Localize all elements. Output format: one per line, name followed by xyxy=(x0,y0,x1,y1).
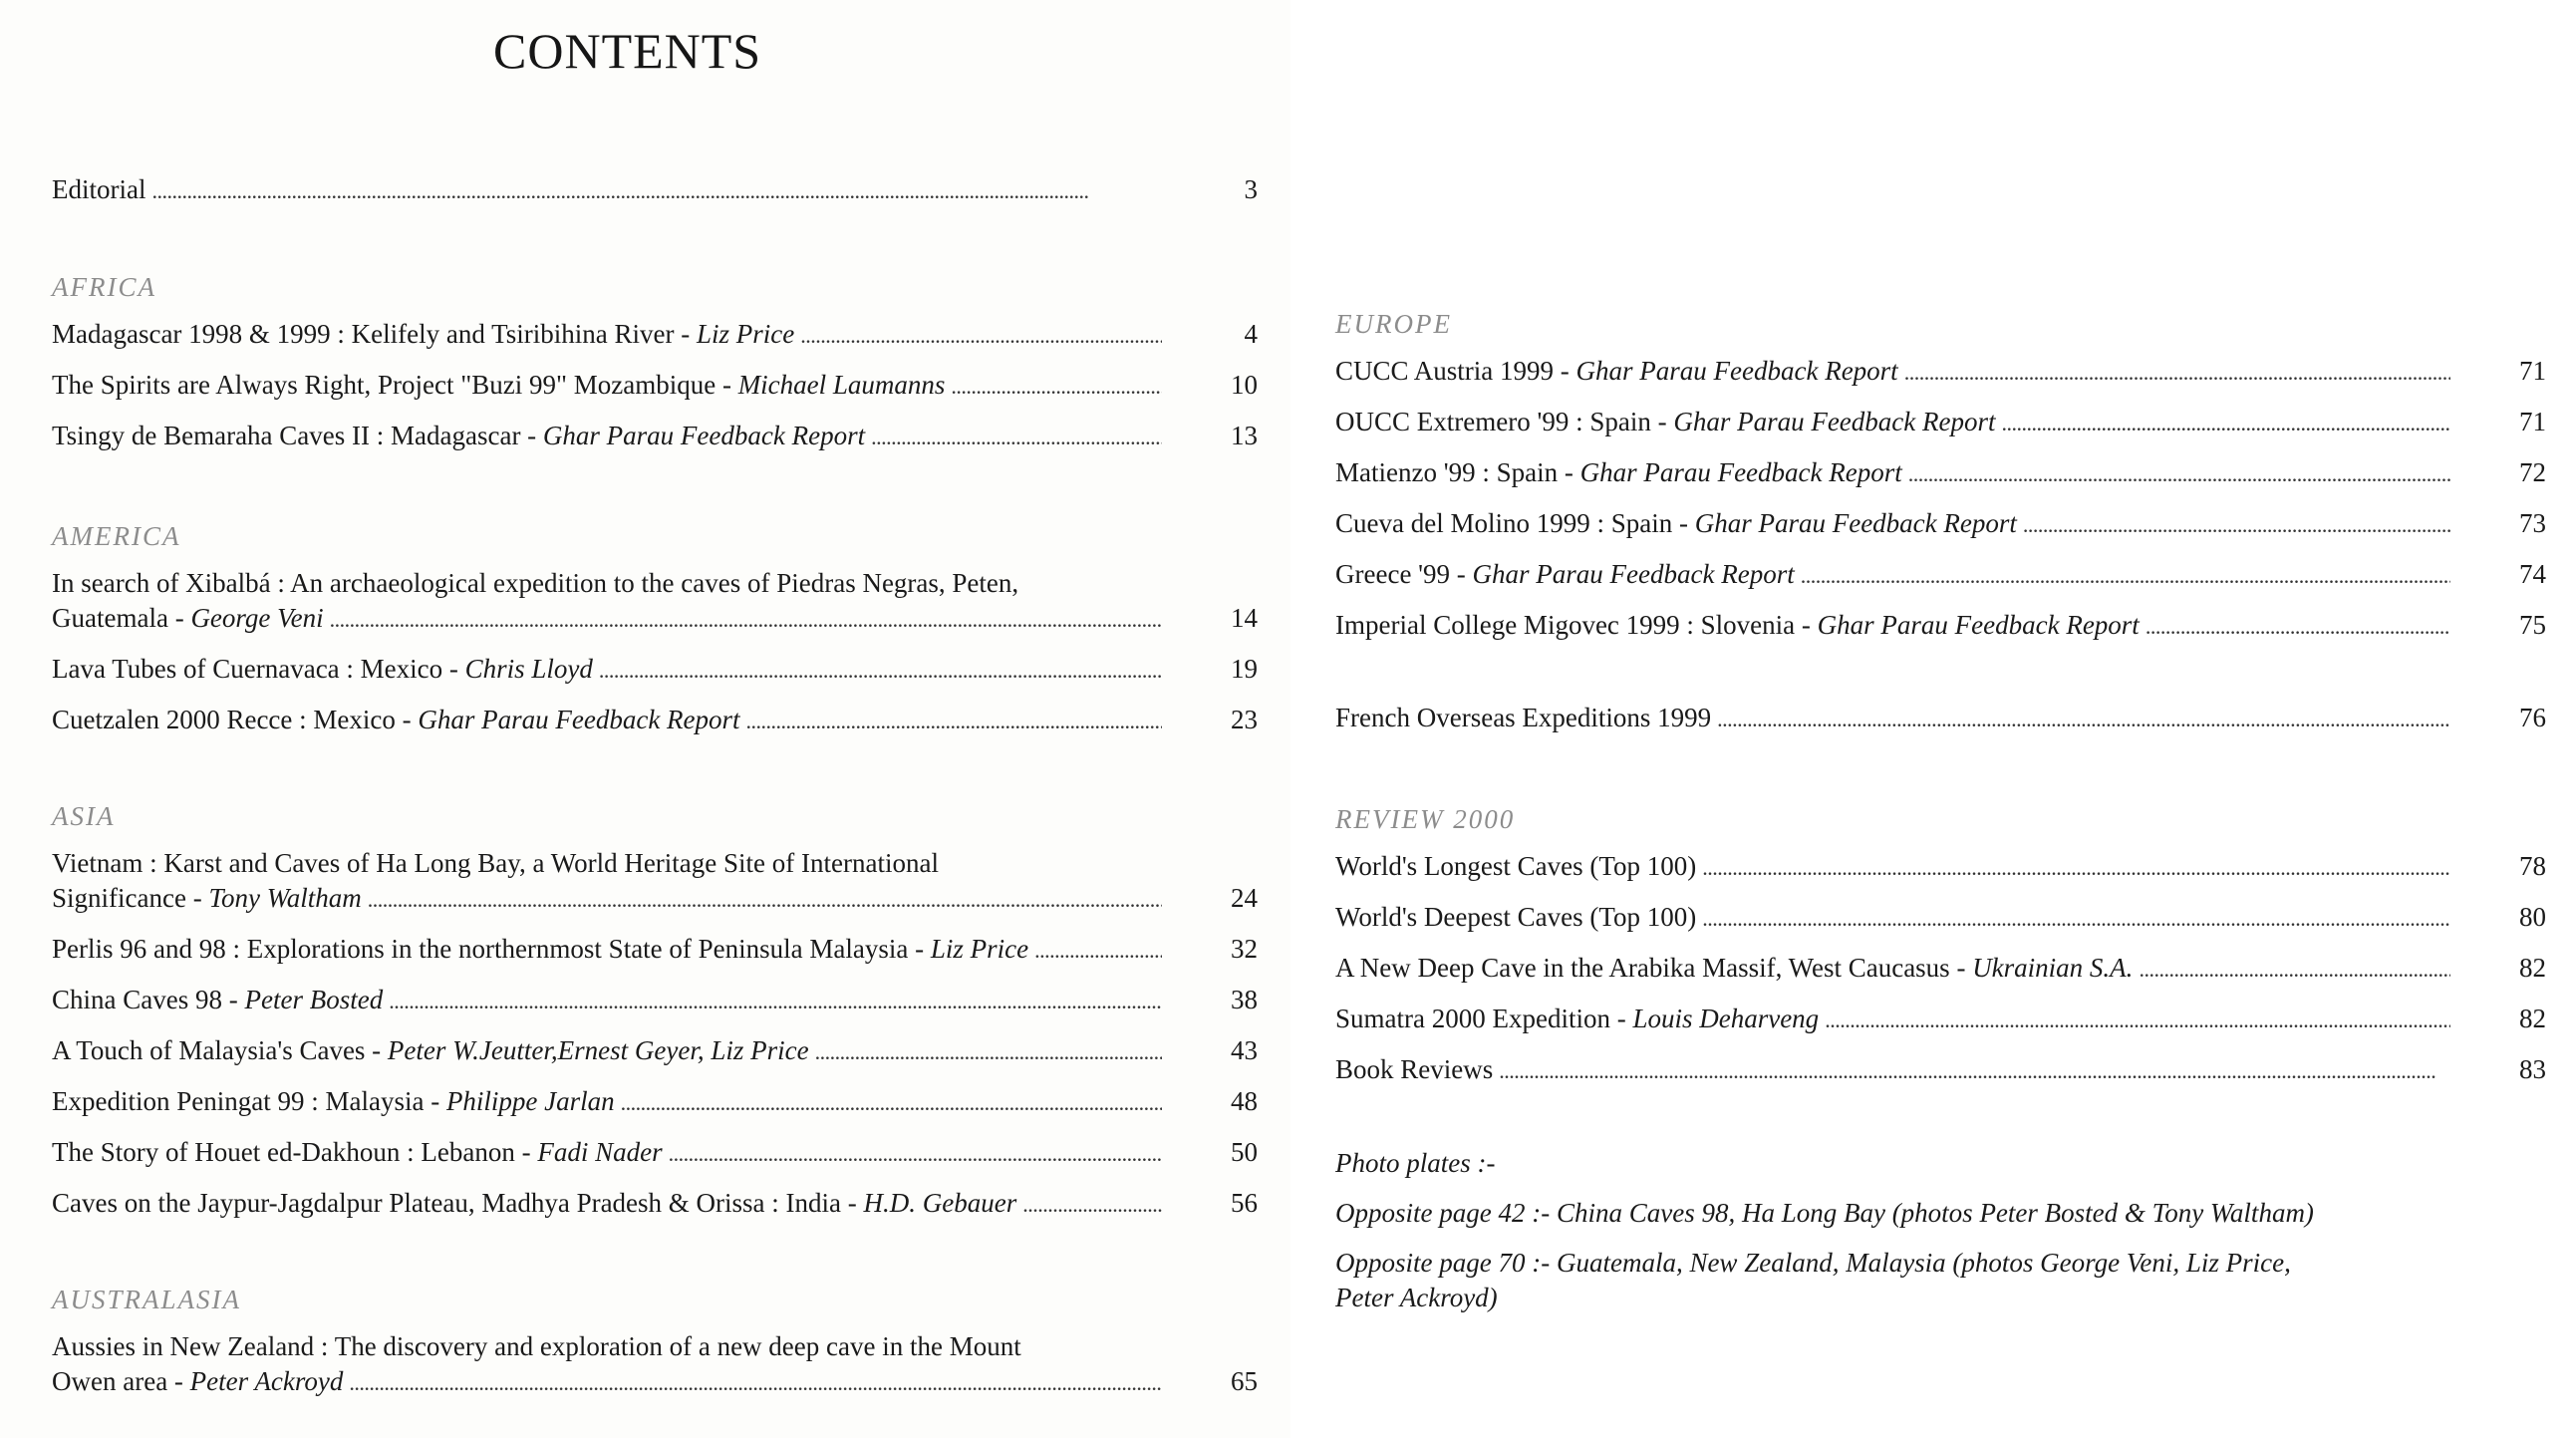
page-number: 24 xyxy=(1231,883,1258,913)
dot-leader xyxy=(1702,901,2450,936)
entry-author: Peter Bosted xyxy=(244,985,384,1014)
toc-entry xyxy=(1335,1052,2546,1088)
toc-entry xyxy=(1335,506,2546,542)
toc-entry xyxy=(1335,849,2546,885)
page-number: 3 xyxy=(1244,174,1258,204)
entry-title: A New Deep Cave in the Arabika Massif, West Caucasus - xyxy=(1335,953,1973,983)
entry-author: Ghar Parau Feedback Report xyxy=(1575,356,1898,386)
page-number: 23 xyxy=(1231,705,1258,734)
entry-title-line: Aussies in New Zealand : The discovery and exploration of a new deep cave in the Mount xyxy=(52,1331,1021,1361)
entry-title: CUCC Austria 1999 - xyxy=(1335,356,1576,386)
toc-entry xyxy=(52,566,1258,637)
photo-plate-entry: Opposite page 42 :- China Caves 98, Ha Long Bay (photos Peter Bosted & Tony Waltham) xyxy=(1335,1198,2314,1228)
toc-entry xyxy=(1335,354,2546,390)
page-number: 80 xyxy=(2519,902,2546,932)
photo-plate-entry xyxy=(1335,1246,2531,1315)
entry-title: Tsingy de Bemaraha Caves II : Madagascar - xyxy=(52,421,543,450)
page-title: CONTENTS xyxy=(493,23,762,79)
dot-leader xyxy=(2023,507,2450,542)
toc-entry xyxy=(52,368,1258,404)
entry-author: H.D. Gebauer xyxy=(863,1188,1017,1218)
entry-title: World's Deepest Caves (Top 100) xyxy=(1335,902,1697,932)
editorial-entry xyxy=(52,172,1258,223)
dot-leader xyxy=(815,1034,1162,1069)
entry-author: Tony Waltham xyxy=(208,883,362,913)
dot-leader xyxy=(2139,952,2450,987)
dot-leader xyxy=(1702,850,2450,885)
entry-title-line: Vietnam : Karst and Caves of Ha Long Bay, a World Heritage Site of International xyxy=(52,848,939,878)
dot-leader xyxy=(349,1365,1162,1400)
toc-entry xyxy=(52,1033,1258,1069)
section-header: ASIA xyxy=(52,801,116,831)
photo-plate-line: Peter Ackroyd) xyxy=(1335,1283,1498,1312)
entry-title: The Story of Houet ed-Dakhoun : Lebanon - xyxy=(52,1137,538,1167)
toc-entry xyxy=(52,1329,1258,1400)
entry-title: Madagascar 1998 & 1999 : Kelifely and Tsiribihina River - xyxy=(52,319,697,349)
entry-author: Liz Price xyxy=(696,319,795,349)
dot-leader xyxy=(1499,1053,2450,1088)
french-entry xyxy=(1335,701,2546,751)
dot-leader xyxy=(1801,558,2450,593)
section-australasia xyxy=(52,1284,1258,1415)
dot-leader xyxy=(2146,609,2450,644)
entry-author: Ukrainian S.A. xyxy=(1972,953,2134,983)
toc-entry xyxy=(52,1135,1258,1171)
section-europe xyxy=(1335,308,2546,659)
entry-author: Liz Price xyxy=(930,934,1029,964)
dot-leader xyxy=(389,984,1162,1018)
toc-entry xyxy=(1335,608,2546,644)
toc-entry xyxy=(1335,1002,2546,1037)
page-number: 82 xyxy=(2519,953,2546,983)
section-header: AMERICA xyxy=(52,521,181,551)
page-number: 38 xyxy=(1231,985,1258,1014)
entry-author: George Veni xyxy=(190,603,324,633)
page-number: 19 xyxy=(1231,654,1258,684)
dot-leader xyxy=(599,653,1162,688)
entry-title: Caves on the Jaypur-Jagdalpur Plateau, Madhya Pradesh & Orissa : India - xyxy=(52,1188,864,1218)
dot-leader xyxy=(1825,1003,2450,1037)
photo-plate-line: Opposite page 70 :- Guatemala, New Zealand, Malaysia (photos George Veni, Liz Price, xyxy=(1335,1248,2291,1278)
page-number: 73 xyxy=(2519,508,2546,538)
entry-author: Ghar Parau Feedback Report xyxy=(1817,610,2140,640)
page-number: 71 xyxy=(2519,356,2546,386)
dot-leader xyxy=(1904,355,2450,390)
toc-entry xyxy=(52,1186,1258,1222)
dot-leader xyxy=(1908,456,2450,491)
page-number: 48 xyxy=(1231,1086,1258,1116)
dot-leader xyxy=(1034,933,1162,968)
page-number: 43 xyxy=(1231,1035,1258,1065)
dot-leader xyxy=(330,602,1162,637)
dot-leader xyxy=(151,173,1162,208)
page-number: 75 xyxy=(2519,610,2546,640)
page-number: 56 xyxy=(1231,1188,1258,1218)
dot-leader xyxy=(800,318,1162,353)
entry-author: Ghar Parau Feedback Report xyxy=(542,421,866,450)
entry-author: Fadi Nader xyxy=(537,1137,663,1167)
entry-title: China Caves 98 - xyxy=(52,985,245,1014)
entry-title: Imperial College Migovec 1999 : Slovenia - xyxy=(1335,610,1818,640)
entry-title: Expedition Peningat 99 : Malaysia - xyxy=(52,1086,446,1116)
toc-entry xyxy=(52,846,1258,917)
entry-title: Greece '99 - xyxy=(1335,559,1473,589)
section-header: EUROPE xyxy=(1335,309,1452,339)
entry-title: Lava Tubes of Cuernavaca : Mexico - xyxy=(52,654,465,684)
entry-author: Ghar Parau Feedback Report xyxy=(1579,457,1902,487)
entry-title: Cueva del Molino 1999 : Spain - xyxy=(1335,508,1695,538)
toc-entry xyxy=(52,317,1258,353)
entry-author: Ghar Parau Feedback Report xyxy=(1472,559,1795,589)
toc-entry xyxy=(52,703,1258,738)
page-number: 76 xyxy=(2519,703,2546,732)
dot-leader xyxy=(2002,406,2451,440)
entry-author: Philippe Jarlan xyxy=(445,1086,615,1116)
section-asia xyxy=(52,800,1258,1237)
entry-title: Owen area - xyxy=(52,1366,190,1396)
entry-title-line: In search of Xibalbá : An archaeological expedition to the caves of Piedras Negras, Peten, xyxy=(52,568,1019,598)
dot-leader xyxy=(1717,702,2450,736)
entry-author: Peter Ackroyd xyxy=(189,1366,344,1396)
section-america xyxy=(52,520,1258,753)
entry-title: French Overseas Expeditions 1999 xyxy=(1335,703,1712,732)
section-header: REVIEW 2000 xyxy=(1335,804,1516,834)
page-number: 13 xyxy=(1231,421,1258,450)
page-number: 72 xyxy=(2519,457,2546,487)
entry-title: OUCC Extremero '99 : Spain - xyxy=(1335,407,1674,436)
toc-entry xyxy=(52,652,1258,688)
entry-title: Significance - xyxy=(52,883,209,913)
section-header: AUSTRALASIA xyxy=(52,1285,241,1314)
page-number: 14 xyxy=(1231,603,1258,633)
toc-entry xyxy=(1335,405,2546,440)
entry-author: Ghar Parau Feedback Report xyxy=(418,705,740,734)
section-africa xyxy=(52,271,1258,469)
toc-entry xyxy=(52,932,1258,968)
page-number: 83 xyxy=(2519,1054,2546,1084)
dot-leader xyxy=(951,369,1162,404)
page-number: 4 xyxy=(1244,319,1258,349)
entry-author: Chris Lloyd xyxy=(464,654,593,684)
toc-entry xyxy=(52,419,1258,454)
dot-leader xyxy=(871,420,1162,454)
photo-plates-heading: Photo plates :- xyxy=(1335,1148,1496,1178)
toc-entry xyxy=(1335,900,2546,936)
toc-entry xyxy=(1335,951,2546,987)
dot-leader xyxy=(621,1085,1162,1120)
dot-leader xyxy=(746,704,1162,738)
toc-entry xyxy=(1335,557,2546,593)
entry-author: Louis Deharveng xyxy=(1632,1004,1820,1033)
entry-title: Matienzo '99 : Spain - xyxy=(1335,457,1580,487)
entry-title: Sumatra 2000 Expedition - xyxy=(1335,1004,1633,1033)
entry-title: Editorial xyxy=(52,174,146,204)
page-number: 74 xyxy=(2519,559,2546,589)
entry-author: Ghar Parau Feedback Report xyxy=(1694,508,2017,538)
toc-entry xyxy=(52,983,1258,1018)
page-number: 78 xyxy=(2519,851,2546,881)
entry-title: Guatemala - xyxy=(52,603,191,633)
toc-entry xyxy=(52,1084,1258,1120)
section-header: AFRICA xyxy=(52,272,156,302)
entry-title: A Touch of Malaysia's Caves - xyxy=(52,1035,388,1065)
section-review xyxy=(1335,803,2546,1103)
page-number: 32 xyxy=(1231,934,1258,964)
entry-author: Peter W.Jeutter,Ernest Geyer, Liz Price xyxy=(387,1035,809,1065)
dot-leader xyxy=(1022,1187,1162,1222)
page-number: 71 xyxy=(2519,407,2546,436)
entry-title: The Spirits are Always Right, Project "Buzi 99" Mozambique - xyxy=(52,370,738,400)
page-number: 65 xyxy=(1231,1366,1258,1396)
page-number: 10 xyxy=(1231,370,1258,400)
entry-title: Book Reviews xyxy=(1335,1054,1494,1084)
entry-author: Michael Laumanns xyxy=(737,370,946,400)
page-number: 82 xyxy=(2519,1004,2546,1033)
entry-title: Cuetzalen 2000 Recce : Mexico - xyxy=(52,705,419,734)
entry-title: Perlis 96 and 98 : Explorations in the northernmost State of Peninsula Malaysia - xyxy=(52,934,931,964)
page-number: 50 xyxy=(1231,1137,1258,1167)
toc-entry xyxy=(1335,455,2546,491)
entry-author: Ghar Parau Feedback Report xyxy=(1673,407,1996,436)
photo-plates xyxy=(1335,1146,2531,1330)
entry-title: World's Longest Caves (Top 100) xyxy=(1335,851,1697,881)
dot-leader xyxy=(669,1136,1162,1171)
dot-leader xyxy=(368,882,1162,917)
